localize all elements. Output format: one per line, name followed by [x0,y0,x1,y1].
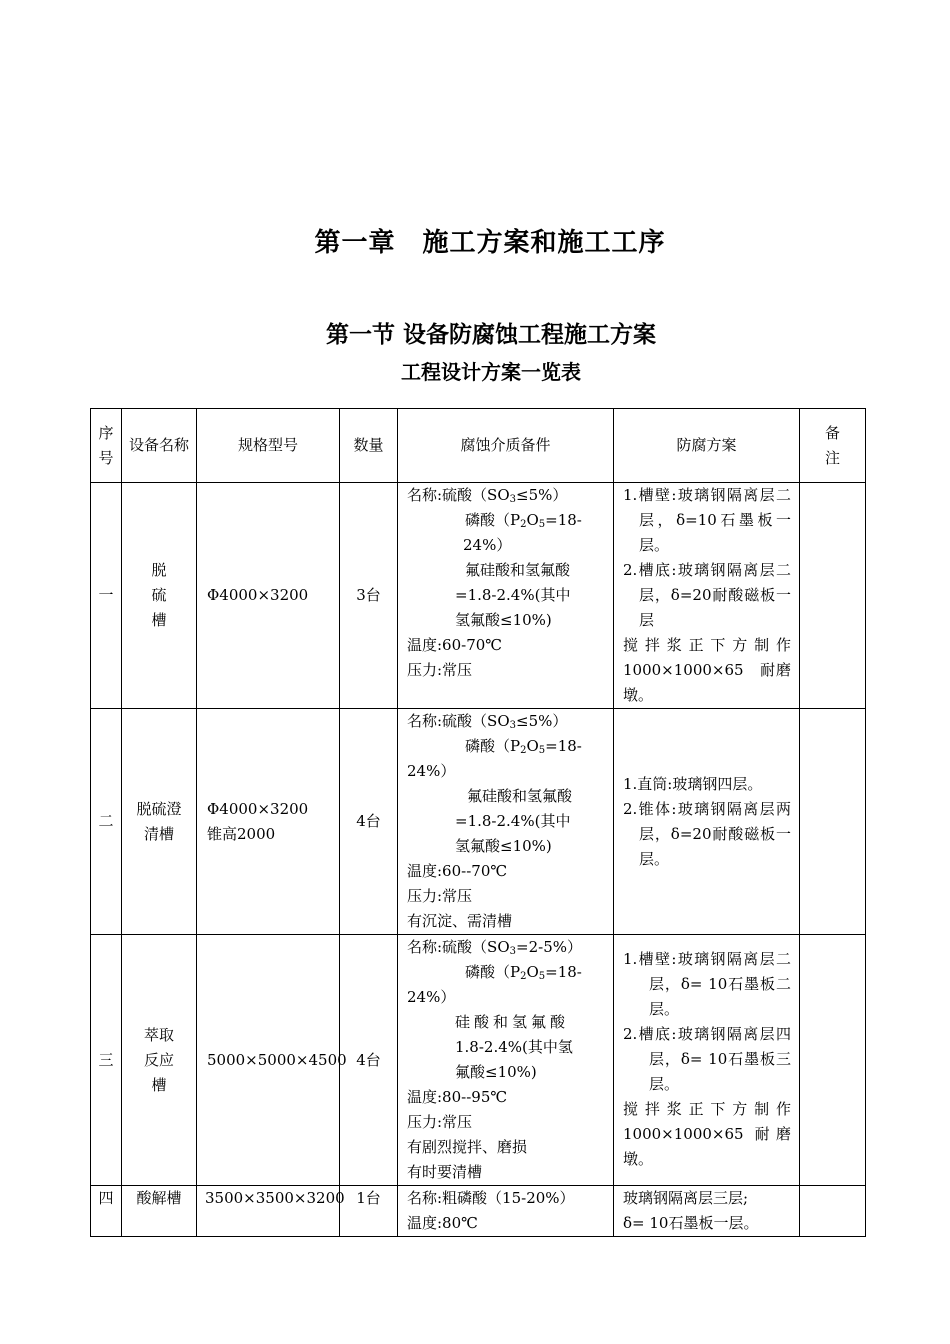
cell-scheme: 1.槽壁:玻璃钢隔离层二层，δ= 10石墨板二层。 2.槽底:玻璃钢隔离层四层，δ= 10石墨板三层。 搅拌浆正下方制作1000×1000×65 耐磨墩。 [614,935,800,1186]
cell-name: 脱硫澄清槽 [122,709,197,935]
header-medium: 腐蚀介质备件 [398,409,614,483]
cell-seq: 四 [91,1186,122,1237]
cell-qty: 1台 [340,1186,398,1237]
cell-remark [800,935,866,1186]
header-qty: 数量 [340,409,398,483]
cell-scheme: 1.直筒:玻璃钢四层。 2.锥体:玻璃钢隔离层两层，δ=20耐酸磁板一层。 [614,709,800,935]
cell-name: 酸解槽 [122,1186,197,1237]
table-row [91,1186,866,1237]
cell-spec: Φ4000×3200 锥高2000 [197,709,340,935]
cell-medium: 名称:硫酸$(SO_3=2-5\%)$ 磷酸（$P_2O_5=18-$ 24%） 硅酸和氢氟酸 1.8-2.4%(其中氢 氟酸≤10%) 温度:80--95℃ 压力:常压 有剧烈搅拌、磨损 有时要清槽 [398,935,614,1186]
table-row [91,483,866,709]
cell-qty: 4台 [340,709,398,935]
table-header-row [91,409,866,483]
cell-seq: 二 [91,709,122,935]
cell-remark [800,1186,866,1237]
cell-medium: 名称:硫酸$(SO_3\le 5\%)$ 磷酸（$P_2O_5=18-$ 24%） 氟硅酸和氢氟酸 =1.8-2.4%(其中 氢氟酸≤10%) 温度:60--70℃ 压力:常压 有沉淀、需清槽 [398,709,614,935]
cell-qty: 3台 [340,483,398,709]
cell-remark [800,709,866,935]
cell-spec: Φ4000×3200 [197,483,340,709]
cell-name: 脱硫槽 [122,483,197,709]
table-title: 工程设计方案一览表 [401,360,581,384]
cell-remark [800,483,866,709]
cell-medium: 名称:粗磷酸（15-20%） 温度:80℃ [398,1186,614,1237]
header-seq: 序号 [91,409,122,483]
chapter-title: 第一章 施工方案和施工工序 [314,228,666,258]
header-scheme: 防腐方案 [614,409,800,483]
cell-seq: 一 [91,483,122,709]
table-row [91,935,866,1186]
cell-scheme: 1.槽壁:玻璃钢隔离层二层，δ=10石墨板一层。 2.槽底:玻璃钢隔离层二层，δ=20耐酸磁板一层 搅拌浆正下方制作1000×1000×65 耐磨墩。 [614,483,800,709]
cell-spec: 3500×3500×3200 [197,1186,340,1237]
cell-name: 萃取反应槽 [122,935,197,1186]
cell-medium: 名称:硫酸$(SO_3\le 5\%)$ 磷酸（$P_2O_5=18-$ 24%） 氟硅酸和氢氟酸 =1.8-2.4%(其中 氢氟酸≤10%) 温度:60-70℃ 压力:常压 [398,483,614,709]
cell-seq: 三 [91,935,122,1186]
section-title: 第一节 设备防腐蚀工程施工方案 [325,321,656,348]
header-remark: 备注 [800,409,866,483]
header-spec: 规格型号 [197,409,340,483]
cell-qty: 4台 [340,935,398,1186]
cell-scheme: 玻璃钢隔离层三层; δ= 10石墨板一层。 [614,1186,800,1237]
header-name: 设备名称 [122,409,197,483]
cell-spec: 5000×5000×4500 [197,935,340,1186]
design-scheme-table [90,408,866,1237]
table-row [91,709,866,935]
